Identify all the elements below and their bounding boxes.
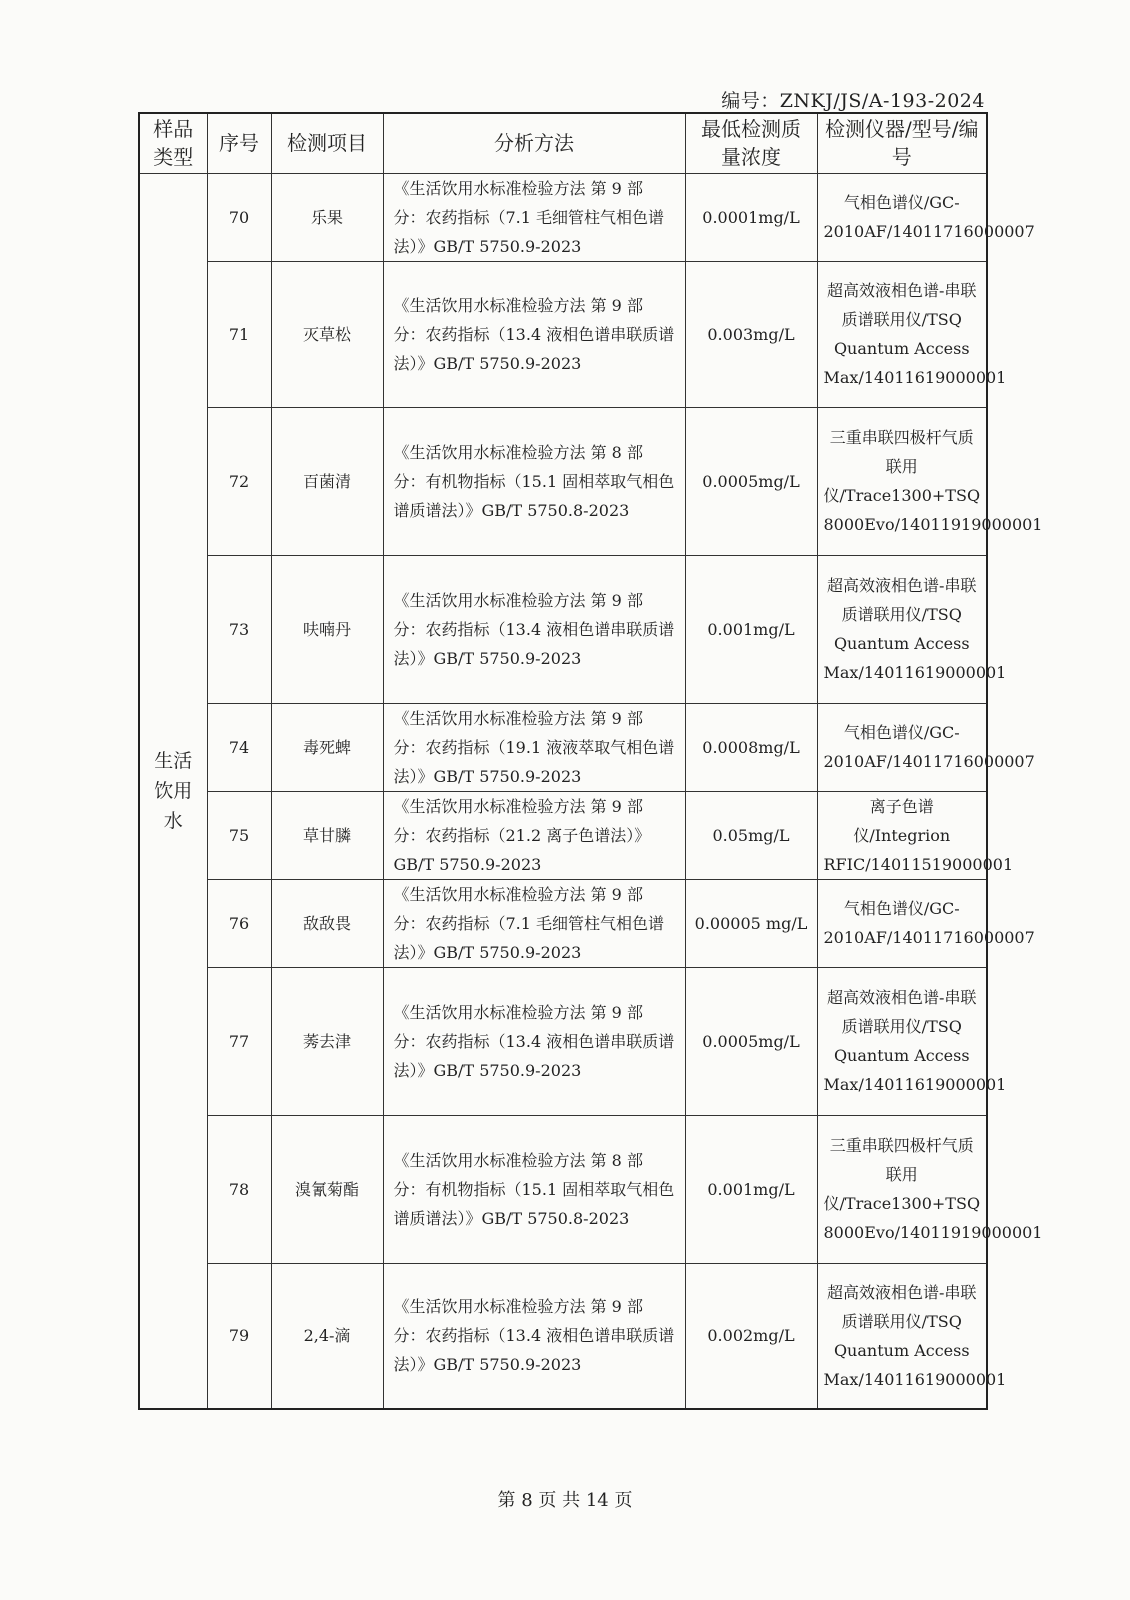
min-conc-cell: 0.001mg/L bbox=[685, 555, 817, 703]
item-cell: 百菌清 bbox=[271, 407, 383, 555]
seq-cell: 71 bbox=[207, 261, 271, 407]
header-instrument: 检测仪器/型号/编号 bbox=[817, 113, 987, 173]
table-row bbox=[139, 967, 987, 1115]
seq-cell: 72 bbox=[207, 407, 271, 555]
instrument-cell: 气相色谱仪/GC-2010AF/14011716000007 bbox=[817, 703, 987, 791]
instrument-cell: 超高效液相色谱-串联质谱联用仪/TSQ Quantum Access Max/14011619000001 bbox=[817, 1263, 987, 1409]
seq-cell: 74 bbox=[207, 703, 271, 791]
min-conc-cell: 0.0005mg/L bbox=[685, 967, 817, 1115]
method-cell: 《生活饮用水标准检验方法 第 9 部分：农药指标（19.1 液液萃取气相色谱法）》GB/T 5750.9-2023 bbox=[383, 703, 685, 791]
min-conc-cell: 0.0005mg/L bbox=[685, 407, 817, 555]
item-cell: 草甘膦 bbox=[271, 791, 383, 879]
method-cell: 《生活饮用水标准检验方法 第 9 部分：农药指标（13.4 液相色谱串联质谱法）》GB/T 5750.9-2023 bbox=[383, 967, 685, 1115]
seq-cell: 78 bbox=[207, 1115, 271, 1263]
instrument-cell: 离子色谱仪/Integrion RFIC/14011519000001 bbox=[817, 791, 987, 879]
header-min-conc: 最低检测质量浓度 bbox=[685, 113, 817, 173]
method-cell: 《生活饮用水标准检验方法 第 9 部分：农药指标（13.4 液相色谱串联质谱法）》GB/T 5750.9-2023 bbox=[383, 1263, 685, 1409]
min-conc-cell: 0.003mg/L bbox=[685, 261, 817, 407]
min-conc-cell: 0.00005 mg/L bbox=[685, 879, 817, 967]
table-row bbox=[139, 173, 987, 261]
method-cell: 《生活饮用水标准检验方法 第 8 部分：有机物指标（15.1 固相萃取气相色谱质谱法）》GB/T 5750.8-2023 bbox=[383, 407, 685, 555]
sample-type-cell: 生活饮用水 bbox=[139, 173, 207, 1409]
header-item: 检测项目 bbox=[271, 113, 383, 173]
seq-cell: 77 bbox=[207, 967, 271, 1115]
method-cell: 《生活饮用水标准检验方法 第 9 部分：农药指标（21.2 离子色谱法）》GB/T 5750.9-2023 bbox=[383, 791, 685, 879]
item-cell: 呋喃丹 bbox=[271, 555, 383, 703]
item-cell: 毒死蜱 bbox=[271, 703, 383, 791]
document-number: 编号：ZNKJ/JS/A-193-2024 bbox=[721, 90, 985, 112]
method-cell: 《生活饮用水标准检验方法 第 8 部分：有机物指标（15.1 固相萃取气相色谱质谱法）》GB/T 5750.8-2023 bbox=[383, 1115, 685, 1263]
method-cell: 《生活饮用水标准检验方法 第 9 部分：农药指标（13.4 液相色谱串联质谱法）》GB/T 5750.9-2023 bbox=[383, 555, 685, 703]
method-cell: 《生活饮用水标准检验方法 第 9 部分：农药指标（7.1 毛细管柱气相色谱法）》GB/T 5750.9-2023 bbox=[383, 173, 685, 261]
min-conc-cell: 0.0001mg/L bbox=[685, 173, 817, 261]
table-row bbox=[139, 879, 987, 967]
seq-cell: 70 bbox=[207, 173, 271, 261]
header-seq: 序号 bbox=[207, 113, 271, 173]
item-cell: 灭草松 bbox=[271, 261, 383, 407]
instrument-cell: 超高效液相色谱-串联质谱联用仪/TSQ Quantum Access Max/14011619000001 bbox=[817, 555, 987, 703]
seq-cell: 75 bbox=[207, 791, 271, 879]
table-row bbox=[139, 261, 987, 407]
table-row bbox=[139, 703, 987, 791]
min-conc-cell: 0.0008mg/L bbox=[685, 703, 817, 791]
instrument-cell: 三重串联四极杆气质联用仪/Trace1300+TSQ 8000Evo/14011919000001 bbox=[817, 407, 987, 555]
instrument-cell: 三重串联四极杆气质联用仪/Trace1300+TSQ 8000Evo/14011919000001 bbox=[817, 1115, 987, 1263]
seq-cell: 76 bbox=[207, 879, 271, 967]
header-method: 分析方法 bbox=[383, 113, 685, 173]
instrument-cell: 气相色谱仪/GC-2010AF/14011716000007 bbox=[817, 173, 987, 261]
instrument-cell: 气相色谱仪/GC-2010AF/14011716000007 bbox=[817, 879, 987, 967]
table-row bbox=[139, 1115, 987, 1263]
table-row bbox=[139, 1263, 987, 1409]
header-sample-type: 样品类型 bbox=[139, 113, 207, 173]
table-row bbox=[139, 407, 987, 555]
method-cell: 《生活饮用水标准检验方法 第 9 部分：农药指标（13.4 液相色谱串联质谱法）》GB/T 5750.9-2023 bbox=[383, 261, 685, 407]
test-methods-table bbox=[138, 112, 1043, 1410]
seq-cell: 79 bbox=[207, 1263, 271, 1409]
item-cell: 敌敌畏 bbox=[271, 879, 383, 967]
min-conc-cell: 0.002mg/L bbox=[685, 1263, 817, 1409]
item-cell: 莠去津 bbox=[271, 967, 383, 1115]
seq-cell: 73 bbox=[207, 555, 271, 703]
table-row bbox=[139, 555, 987, 703]
item-cell: 2,4-滴 bbox=[271, 1263, 383, 1409]
item-cell: 溴氰菊酯 bbox=[271, 1115, 383, 1263]
table-header-row bbox=[139, 113, 987, 173]
method-cell: 《生活饮用水标准检验方法 第 9 部分：农药指标（7.1 毛细管柱气相色谱法）》GB/T 5750.9-2023 bbox=[383, 879, 685, 967]
instrument-cell: 超高效液相色谱-串联质谱联用仪/TSQ Quantum Access Max/14011619000001 bbox=[817, 261, 987, 407]
page-footer: 第 8 页 共 14 页 bbox=[497, 1490, 633, 1511]
table-row bbox=[139, 791, 987, 879]
min-conc-cell: 0.05mg/L bbox=[685, 791, 817, 879]
min-conc-cell: 0.001mg/L bbox=[685, 1115, 817, 1263]
instrument-cell: 超高效液相色谱-串联质谱联用仪/TSQ Quantum Access Max/14011619000001 bbox=[817, 967, 987, 1115]
item-cell: 乐果 bbox=[271, 173, 383, 261]
